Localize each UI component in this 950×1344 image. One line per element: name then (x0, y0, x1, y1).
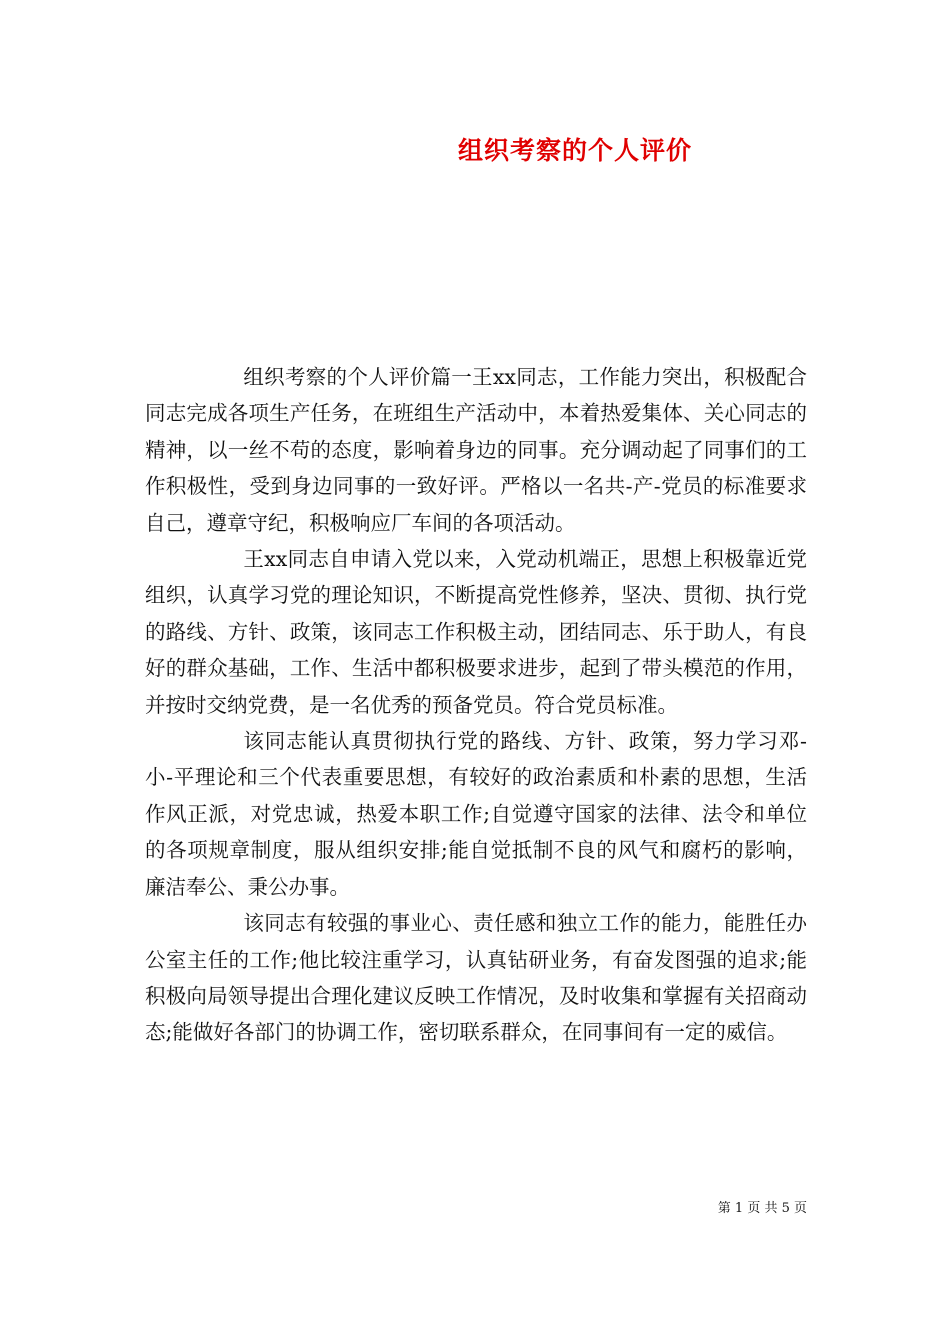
paragraph-3: 该同志能认真贯彻执行党的路线、方针、政策，努力学习邓-小-平理论和三个代表重要思想，有较好的政治素质和朴素的思想，生活作风正派，对党忠诚，热爱本职工作;自觉遵守国家的法律、法令和单位的各项规章制度，服从组织安排;能自觉抵制不良的风气和腐朽的影响，廉洁奉公、秉公办事。 (145, 729, 807, 899)
paragraph-4: 该同志有较强的事业心、责任感和独立工作的能力，能胜任办公室主任的工作;他比较注重学习，认真钻研业务，有奋发图强的追求;能积极向局领导提出合理化建议反映工作情况，及时收集和掌握有关招商动态;能做好各部门的协调工作，密切联系群众，在同事间有一定的威信。 (145, 911, 807, 1045)
document-title: 组织考察的个人评价 (457, 136, 692, 165)
paragraph-1: 组织考察的个人评价篇一王xx同志，工作能力突出，积极配合同志完成各项生产任务，在班组生产活动中，本着热爱集体、关心同志的精神，以一丝不苟的态度，影响着身边的同事。充分调动起了同事们的工作积极性，受到身边同事的一致好评。严格以一名共-产-党员的标准要求自己，遵章守纪，积极响应厂车间的各项活动。 (145, 365, 807, 535)
document-body (145, 359, 807, 1051)
paragraph-2: 王xx同志自申请入党以来，入党动机端正，思想上积极靠近党组织，认真学习党的理论知识，不断提高党性修养，坚决、贯彻、执行党的路线、方针、政策，该同志工作积极主动，团结同志、乐于助人，有良好的群众基础，工作、生活中都积极要求进步，起到了带头模范的作用，并按时交纳党费，是一名优秀的预备党员。符合党员标准。 (145, 547, 807, 717)
page-footer: 第 1 页 共 5 页 (717, 1201, 807, 1216)
